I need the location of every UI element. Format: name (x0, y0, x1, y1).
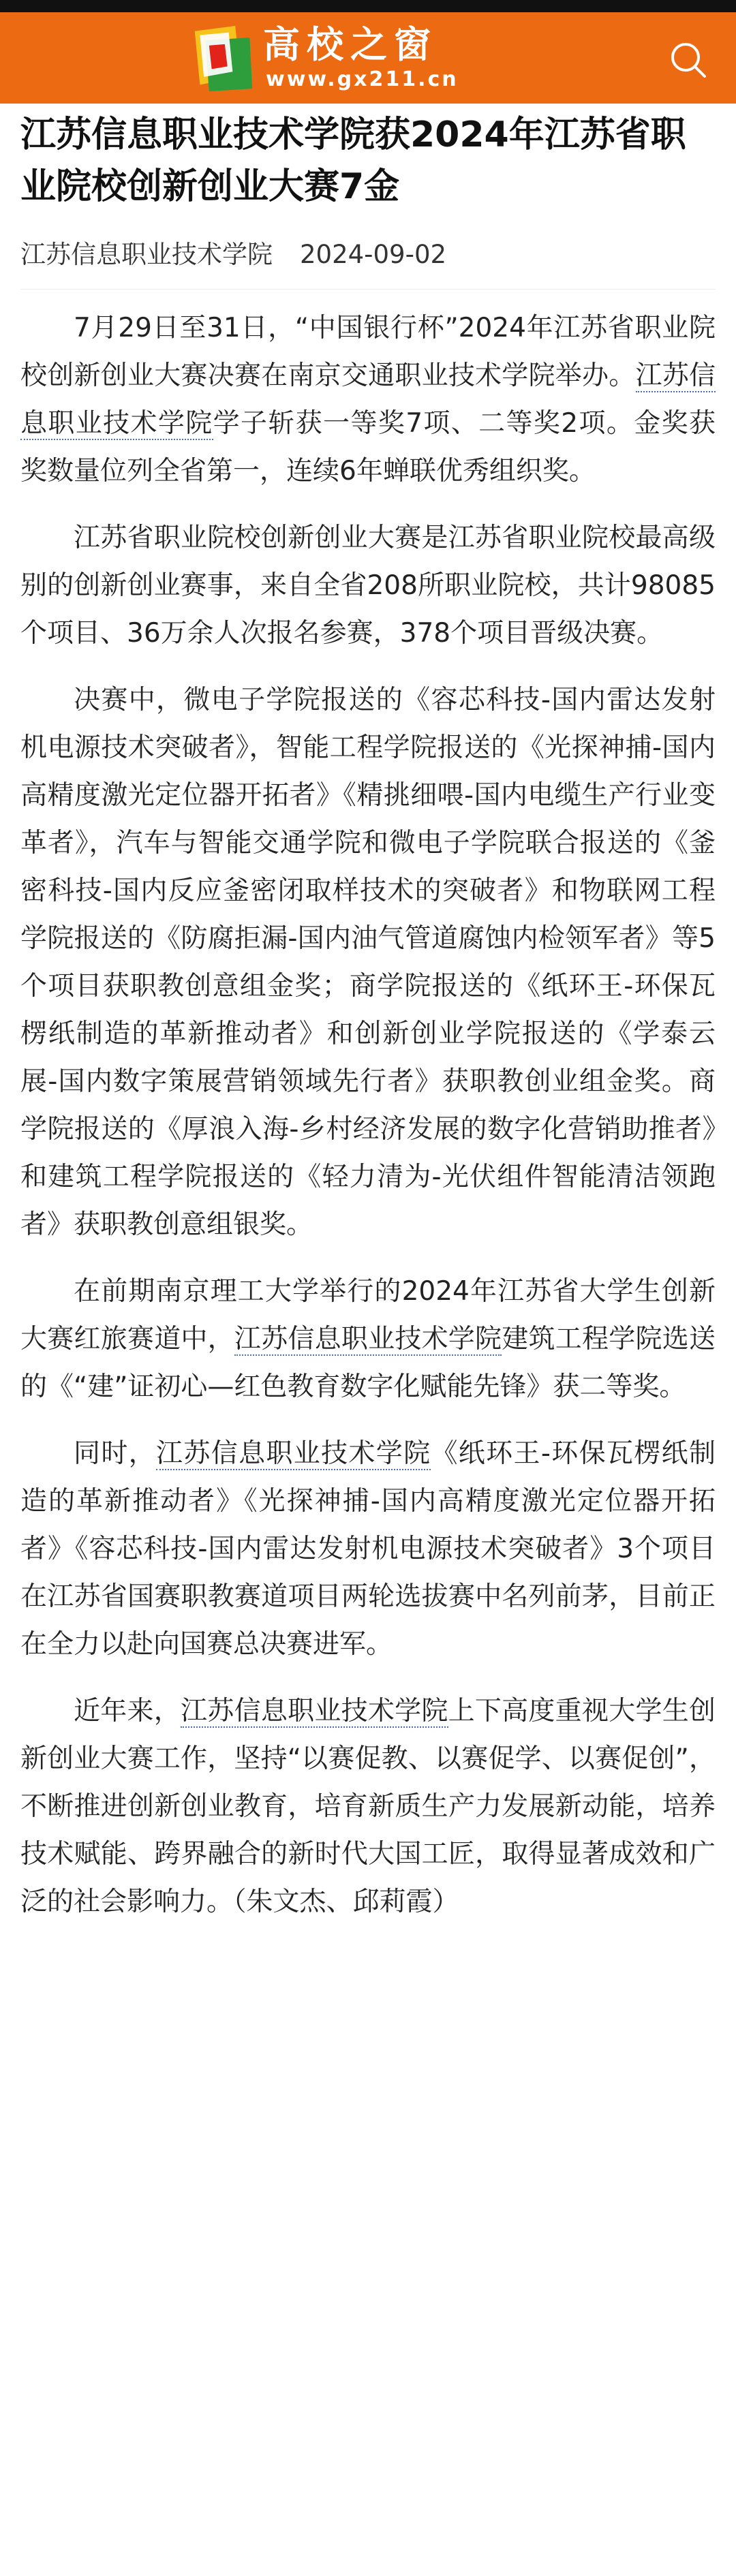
article-source: 江苏信息职业技术学院 (20, 240, 273, 269)
logo-url: www.gx211.cn (266, 67, 459, 91)
paragraph-text: 江苏省职业院校创新创业大赛是江苏省职业院校最高级别的创新创业赛事，来自全省208所职业院校，共计98085个项目、36万余人次报名参赛，378个项目晋级决赛。 (20, 523, 716, 649)
school-link[interactable]: 江苏信息职业技术学院 (181, 1696, 448, 1726)
paragraph-text: 同时， (74, 1438, 157, 1469)
logo-window-icon (189, 26, 255, 91)
paragraph-text: 在前期南京理工大学举行的2024年江苏省大学生创新大赛红旅赛道中， (20, 1276, 716, 1354)
paragraph-text: 近年来， (74, 1696, 181, 1726)
paragraph-text: 学子斩获一等奖7项、二等奖2项。金奖获奖数量位列全省第一，连续6年蝉联优秀组织奖。 (20, 408, 716, 486)
article-body (20, 305, 716, 1926)
article-paragraph (20, 677, 716, 1249)
paragraph-text: 建筑工程学院选送的《“建”证初心—红色教育数字化赋能先锋》获二等奖。 (20, 1324, 716, 1402)
search-icon (668, 40, 709, 80)
article-paragraph (20, 1688, 716, 1926)
article (20, 109, 716, 1945)
school-link[interactable]: 江苏信息职业技术学院 (156, 1438, 431, 1469)
school-link[interactable]: 江苏信息职业技术学院 (20, 360, 716, 439)
paragraph-text: 《纸环王-环保瓦楞纸制造的革新推动者》《光探神捕-国内高精度激光定位器开拓者》《容芯科技-国内雷达发射机电源技术突破者》3个项目在江苏省国赛职教赛道项目两轮选拔赛中名列前茅，目前正在全力以赴向国赛总决赛进军。 (20, 1438, 716, 1660)
site-logo[interactable] (189, 23, 462, 94)
paragraph-text: 上下高度重视大学生创新创业大赛工作，坚持“以赛促教、以赛促学、以赛促创”，不断推进创新创业教育，培育新质生产力发展新动能，培养技术赋能、跨界融合的新时代大国工匠，取得显著成效和广泛的社会影响力。（朱文杰、邱莉霞） (20, 1696, 716, 1917)
school-link[interactable]: 江苏信息职业技术学院 (234, 1324, 502, 1354)
site-header (0, 12, 736, 104)
divider (20, 289, 716, 290)
article-title: 江苏信息职业技术学院获2024年江苏省职业院校创新创业大赛7金 (20, 114, 686, 207)
article-paragraph (20, 1268, 716, 1411)
paragraph-text: 决赛中，微电子学院报送的《容芯科技-国内雷达发射机电源技术突破者》，智能工程学院报送的《光探神捕-国内高精度激光定位器开拓者》《精挑细喂-国内电缆生产行业变革者》，汽车与智能交通学院和微电子学院联合报送的《釜密科技-国内反应釜密闭取样技术的突破者》和物联网工程学院报送的《防腐拒漏-国内油气管道腐蚀内检领军者》等5个项目获职教创意组金奖；商学院报送的《纸环王-环保瓦楞纸制造的革新推动者》和创新创业学院报送的《学泰云展-国内数字策展营销领域先行者》获职教创业组金奖。商学院报送的《厚浪入海-乡村经济发展的数字化营销助推者》和建筑工程学院报送的《轻力清为-光伏组件智能清洁领跑者》获职教创意组银奖。 (20, 685, 716, 1240)
article-paragraph (20, 1430, 716, 1669)
paragraph-text: 7月29日至31日，“中国银行杯”2024年江苏省职业院校创新创业大赛决赛在南京交通职业技术学院举办。 (20, 313, 716, 391)
article-paragraph (20, 305, 716, 495)
article-meta (20, 237, 716, 273)
search-button[interactable] (668, 40, 709, 80)
article-paragraph (20, 514, 716, 657)
status-bar (0, 0, 736, 12)
article-date: 2024-09-02 (300, 240, 447, 269)
logo-title: 高校之窗 (263, 23, 438, 66)
